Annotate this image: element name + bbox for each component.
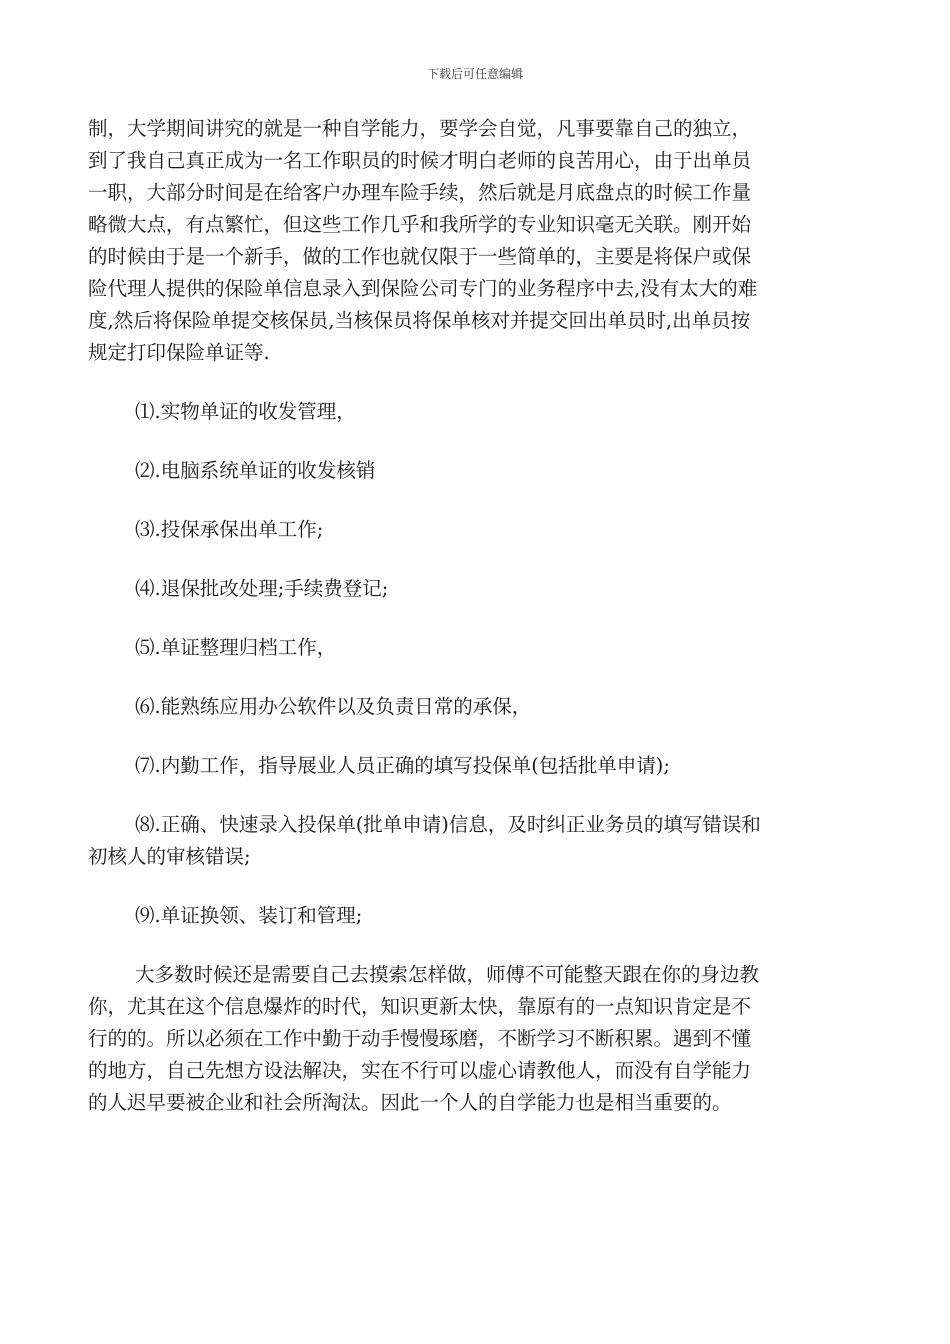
header-note: 下载后可任意编辑 — [426, 67, 523, 81]
duty-text: ⑸.单证整理归档工作， — [135, 636, 337, 659]
intro-paragraph — [88, 113, 860, 369]
duty-item — [88, 691, 860, 723]
paragraph-line: 略微大点，有点繁忙，但这些工作几乎和我所学的专业知识毫无关联。刚开始 — [88, 213, 752, 236]
document-body — [88, 113, 860, 1119]
paragraph-line: 你，尤其在这个信息爆炸的时代，知识更新太快，靠原有的一点知识肯定是不 — [88, 995, 752, 1018]
duty-text: ⑺.内勤工作，指导展业人员正确的填写投保单(包括批单申请); — [135, 754, 670, 777]
duty-text: ⑹.能熟练应用办公软件以及负责日常的承保， — [135, 695, 532, 718]
paragraph-line: 的地方，自己先想方设法解决，实在不行可以虚心请教他人，而没有自学能力 — [88, 1059, 752, 1082]
duty-item — [88, 750, 860, 782]
duty-item — [88, 632, 860, 664]
duty-item — [88, 573, 860, 605]
duty-item — [88, 396, 860, 428]
duty-text: ⑻.正确、快速录入投保单(批单申请)信息，及时纠正业务员的填写错误和 — [135, 813, 761, 836]
duty-item — [88, 455, 860, 487]
duty-item — [88, 514, 860, 546]
paragraph-line: 行的的。所以必须在工作中勤于动手慢慢琢磨，不断学习不断积累。遇到不懂 — [88, 1027, 752, 1050]
paragraph-line: 制，大学期间讲究的就是一种自学能力，要学会自觉，凡事要靠自己的独立， — [88, 117, 752, 140]
paragraph-line: 到了我自己真正成为一名工作职员的时候才明白老师的良苦用心，由于出单员 — [88, 149, 752, 172]
duty-text: ⑵.电脑系统单证的收发核销 — [135, 459, 376, 482]
paragraph-line: 度,然后将保险单提交核保员,当核保员将保单核对并提交回出单员时,出单员按 — [88, 309, 751, 332]
closing-paragraph — [88, 959, 860, 1119]
paragraph-line: 一职，大部分时间是在给客户办理车险手续，然后就是月底盘点的时候工作量 — [88, 181, 752, 204]
paragraph-line: 险代理人提供的保险单信息录入到保险公司专门的业务程序中去,没有太大的难 — [88, 277, 758, 300]
duty-text: ⑶.投保承保出单工作; — [135, 518, 324, 541]
paragraph-line: 规定打印保险单证等. — [88, 341, 270, 364]
duty-text: ⑴.实物单证的收发管理， — [135, 400, 356, 423]
duty-item — [88, 900, 860, 932]
duty-text: ⑼.单证换领、装订和管理; — [135, 904, 363, 927]
duty-item — [88, 809, 860, 873]
paragraph-line: 大多数时候还是需要自己去摸索怎样做，师傅不可能整天跟在你的身边教 — [135, 963, 760, 986]
paragraph-line: 的时候由于是一个新手，做的工作也就仅限于一些简单的，主要是将保户或保 — [88, 245, 752, 268]
paragraph-line: 的人迟早要被企业和社会所淘汰。因此一个人的自学能力也是相当重要的。 — [88, 1091, 732, 1114]
duty-text-continued: 初核人的审核错误; — [88, 845, 251, 868]
duty-text: ⑷.退保批改处理;手续费登记; — [135, 577, 389, 600]
